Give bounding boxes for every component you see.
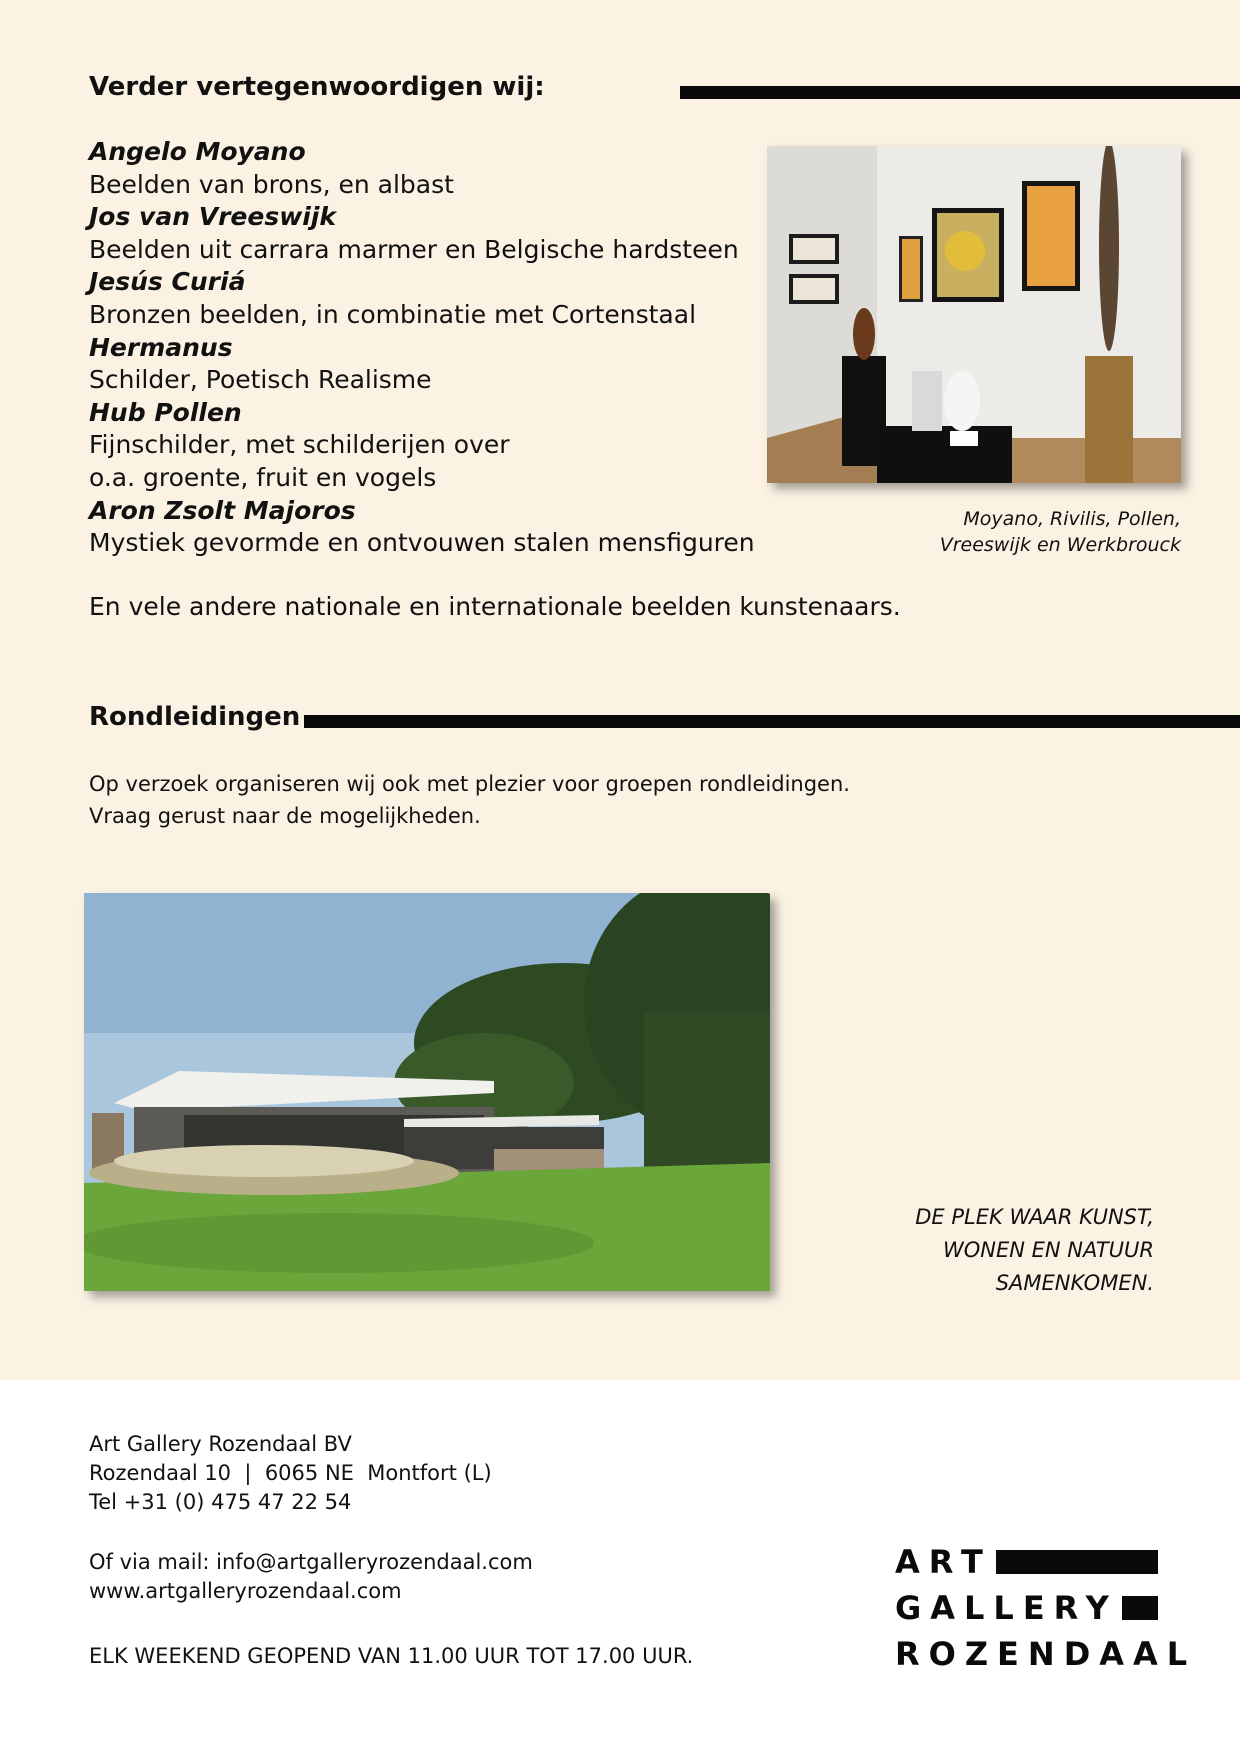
artist-item	[89, 201, 789, 266]
artist-description: Schilder, Poetisch Realisme	[89, 365, 432, 395]
artist-item	[89, 266, 789, 331]
artist-name: Angelo Moyano	[89, 137, 306, 166]
artist-description: Mystiek gevormde en ontvouwen stalen mensfiguren	[89, 528, 755, 558]
tagline	[820, 1201, 1154, 1300]
contact-email[interactable]: Of via mail: info@artgalleryrozendaal.com	[89, 1550, 533, 1574]
artist-name: Jesús Curiá	[89, 267, 246, 297]
artist-item	[89, 495, 789, 560]
artist-description: o.a. groente, fruit en vogels	[89, 462, 437, 492]
company-phone: Tel +31 (0) 475 47 22 54	[89, 1490, 352, 1514]
heading-rule	[304, 715, 1240, 728]
logo-row	[895, 1635, 1197, 1673]
logo-text: ART	[895, 1543, 992, 1581]
logo-bar	[996, 1550, 1158, 1574]
artist-item	[89, 136, 789, 201]
tours-line: Op verzoek organiseren wij ook met plezier voor groepen rondleidingen.	[89, 772, 850, 796]
tagline-line: DE PLEK WAAR KUNST,	[915, 1205, 1154, 1229]
logo-text: ROZENDAAL	[895, 1635, 1197, 1673]
tours-line: Vraag gerust naar de mogelijkheden.	[89, 804, 481, 828]
gallery-building-photo	[84, 893, 770, 1291]
section-heading-artists: Verder vertegenwoordigen wij:	[89, 72, 545, 102]
artist-item	[89, 332, 789, 397]
caption-line: Moyano, Rivilis, Pollen,	[963, 508, 1181, 530]
artist-description: Fijnschilder, met schilderijen over	[89, 430, 510, 460]
website-link[interactable]: www.artgalleryrozendaal.com	[89, 1579, 402, 1603]
logo-row	[895, 1589, 1158, 1627]
artist-name: Hermanus	[89, 332, 233, 362]
photo-caption	[880, 506, 1181, 558]
logo-text: GALLERY	[895, 1589, 1118, 1627]
caption-line: Vreeswijk en Werkbrouck	[939, 534, 1181, 556]
closing-line: En vele andere nationale en internationale beelden kunstenaars.	[89, 592, 901, 621]
artist-list	[89, 136, 789, 560]
gallery-interior-photo	[767, 146, 1181, 483]
company-address: Rozendaal 10 | 6065 NE Montfort (L)	[89, 1461, 492, 1485]
tagline-line: WONEN EN NATUUR	[942, 1238, 1154, 1262]
artist-name: Aron Zsolt Majoros	[89, 495, 356, 525]
company-name: Art Gallery Rozendaal BV	[89, 1432, 352, 1456]
heading-rule	[680, 86, 1240, 99]
artist-item	[89, 397, 789, 495]
tagline-line: SAMENKOMEN.	[995, 1271, 1154, 1295]
contact-address-block	[89, 1430, 492, 1517]
artist-name: Jos van Vreeswijk	[89, 202, 337, 232]
contact-online-block	[89, 1548, 533, 1606]
artist-description: Bronzen beelden, in combinatie met Cortenstaal	[89, 299, 697, 329]
tours-text	[89, 768, 850, 832]
artist-description: Beelden uit carrara marmer en Belgische hardsteen	[89, 234, 739, 264]
artist-name: Hub Pollen	[89, 397, 242, 427]
artist-description: Beelden van brons, en albast	[89, 169, 454, 199]
section-heading-rondleidingen: Rondleidingen	[89, 702, 301, 732]
opening-hours: ELK WEEKEND GEOPEND VAN 11.00 UUR TOT 17.00 UUR.	[89, 1644, 694, 1668]
logo-row	[895, 1543, 1158, 1581]
logo-bar	[1122, 1596, 1158, 1620]
